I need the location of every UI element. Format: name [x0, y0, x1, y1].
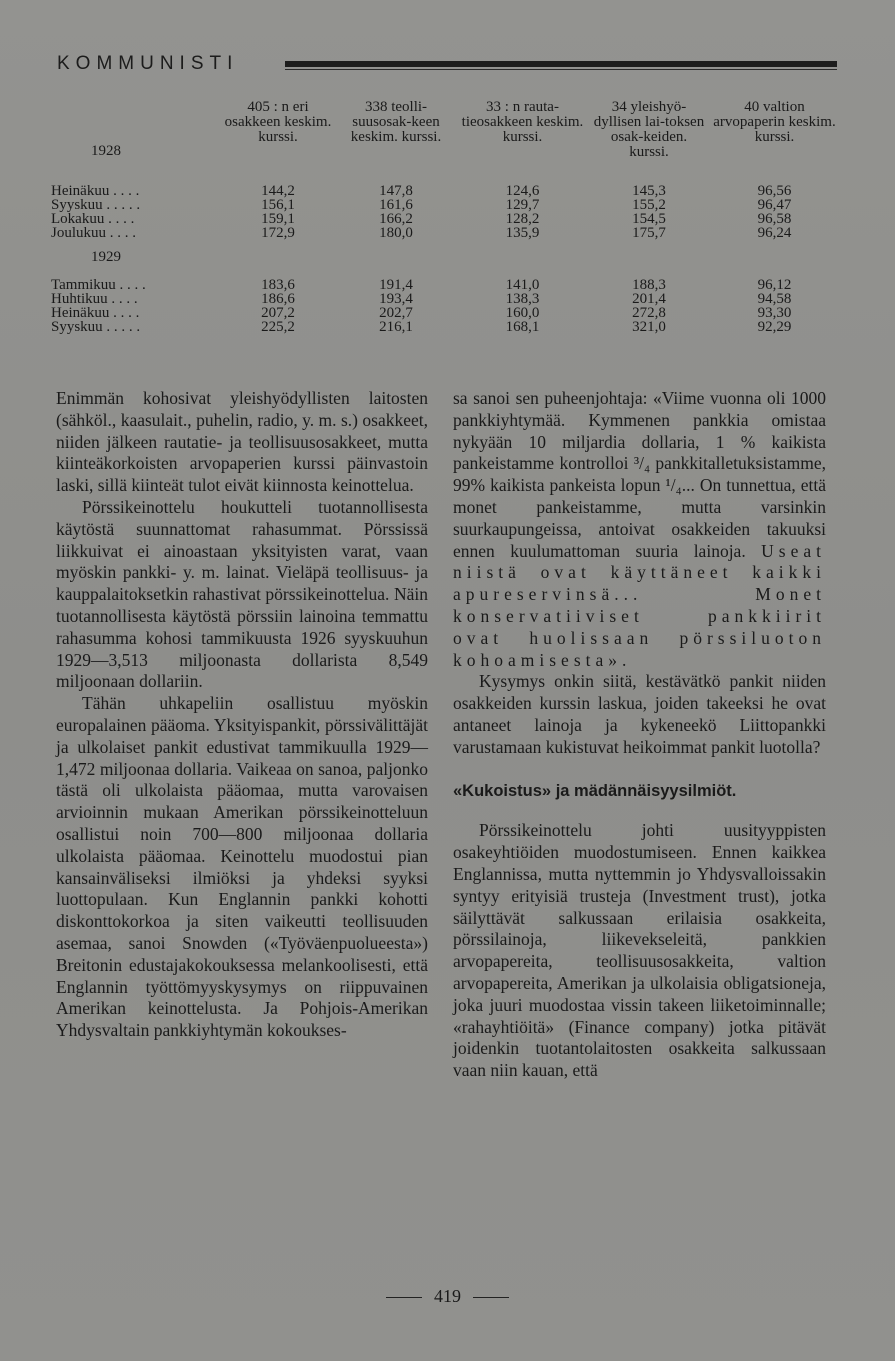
- section-heading: «Kukoistus» ja mädännäisyysilmiöt.: [453, 781, 737, 800]
- table-cell: 156,1: [261, 197, 295, 213]
- table-row: [51, 292, 841, 306]
- table-cell: 202,7: [379, 305, 413, 321]
- table-cell: 128,2: [505, 211, 540, 227]
- stock-price-table: [51, 100, 841, 334]
- year-label: 1929: [91, 249, 121, 265]
- column-header: 34 yleishyö-dyllisen lai-toksen osak-keiden. kurssi.: [593, 99, 705, 160]
- row-label: Huhtikuu . . . .: [51, 291, 138, 307]
- row-label: Joulukuu . . . .: [51, 225, 137, 241]
- table-cell: 216,1: [379, 319, 413, 335]
- table-row: [51, 226, 841, 240]
- paragraph: Pörssikeinottelu johti uusityyppisten osakeyhtiöiden muodostumiseen. Ennen kaikkea Englannissa, mutta nyttemmin jo Yhdysvalloissakin syntyy erityisiä trusteja (Investment trust), jotka säilyttävät salkussaan erilaisia osakkeita, pörssilainoja, liikevekseleitä, pankkien arvopapereita, teollisuusosakkeita, valtion arvopapereita, Amerikan ja ulkolaisia obligatsioneja, joka juuri muodostaa vissin takeen liiketoiminnalle; «rahayhtiöitä» (Finance company) jotka pitävät joidenkin tuotantolaitosten osakkeita salkussaan vaan niin kauan, että: [453, 820, 826, 1081]
- table-cell: 135,9: [505, 225, 540, 241]
- column-header: 40 valtion arvopaperin keskim. kurssi.: [713, 99, 836, 145]
- table-cell: 188,3: [632, 277, 666, 293]
- table-cell: 93,30: [757, 305, 792, 321]
- dash-right: [473, 1297, 509, 1298]
- table-cell: 96,58: [757, 211, 792, 227]
- table-row: [51, 278, 841, 292]
- column-header: 338 teolli-suusosak-keen keskim. kurssi.: [350, 99, 442, 145]
- table-cell: 175,7: [632, 225, 666, 241]
- table-cell: 147,8: [379, 183, 413, 199]
- table-cell: 207,2: [261, 305, 295, 321]
- table-row: [51, 320, 841, 334]
- page-number-text: 419: [434, 1286, 461, 1306]
- table-cell: 186,6: [261, 291, 295, 307]
- table-cell: 96,12: [757, 277, 792, 293]
- dash-left: [386, 1297, 422, 1298]
- paragraph: Tähän uhkapeliin osallistuu myöskin europalainen pääoma. Yksityispankit, pörssivälittäjät ja ulkolaiset pankit edustivat tammikuulla 1929—1,472 miljoonaa dollaria. Vaikeaa on sanoa, paljonko tästä oli ulkolaista pääomaa, mutta varovaisen arvioinnin mukaan Amerikan pörssikeinotteluun osallistui noin 700—800 miljoonaa dollaria ulkolaista pääomaa. Keinottelu muodostui pian kansainväliseksi ilmiöksi ja yhdeksi syyksi luottopulaan. Kun Englannin pankki kohotti diskonttokorkoa ja siten vaikeutti teollisuuden asemaa, sanoi Snowden («Työväenpuolueesta») Breitonin edustajakokouksessa melankoolisesti, että Englannin työttömyyskysymys on riippuvainen Amerikan keinottelusta. Ja Pohjois-Amerikan Yhdysvaltain pankkiyhtymän kokoukses-: [56, 693, 428, 1041]
- row-label: Syyskuu . . . . .: [51, 197, 141, 213]
- table-cell: 201,4: [632, 291, 666, 307]
- table-cell: 154,5: [632, 211, 666, 227]
- table-cell: 225,2: [261, 319, 295, 335]
- row-label: Lokakuu . . . .: [51, 211, 135, 227]
- table-cell: 129,7: [505, 197, 540, 213]
- table-cell: 155,2: [632, 197, 666, 213]
- table-cell: 96,56: [757, 183, 792, 199]
- table-row: [51, 184, 841, 198]
- journal-title: KOMMUNISTI: [57, 53, 239, 74]
- table-row: [51, 198, 841, 212]
- paragraph: Enimmän kohosivat yleishyödyllisten laitosten (sähköl., kaasulait., puhelin, radio, y. m. s.) osakkeet, niiden jälkeen rautatie- ja teollisuusosakkeet, mutta kiinteäkorkoisten arvopaperien kurssi päinvastoin laski, sillä kiinteät tulot eivät kiinnosta keinottelua.: [56, 388, 428, 496]
- row-label: Syyskuu . . . . .: [51, 319, 141, 335]
- table-cell: 183,6: [261, 277, 295, 293]
- column-header: 405 : n eri osakkeen keskim. kurssi.: [224, 99, 332, 145]
- table-cell: 96,47: [757, 197, 792, 213]
- table-cell: 168,1: [505, 319, 540, 335]
- right-column: [453, 388, 826, 1082]
- table-cell: 145,3: [632, 183, 666, 199]
- row-label: Heinäkuu . . . .: [51, 183, 140, 199]
- table-cell: 161,6: [379, 197, 413, 213]
- column-header: 33 : n rauta-tieosakkeen keskim. kurssi.: [461, 99, 584, 145]
- paragraph: Pörssikeinottelu houkutteli tuotannollisesta käytöstä suunnattomat rahasummat. Pörssissä liikkuivat ei ainoastaan yksityisten varat, vaan myöskin pankki- y. m. lainat. Vieläpä teollisuus- ja kauppalaitoksetkin rahastivat pörssikeinottelua. Näin tuotannollisesta käytöstä pörssiin lainoina temmattu rahasumma kohosi tammikuusta 1926 syyskuuhun 1929—3,513 miljoonasta dollarista 8,549 miljoonaan dollariin.: [56, 496, 428, 692]
- page-number: [0, 1286, 895, 1307]
- table-cell: 159,1: [261, 211, 295, 227]
- year-row: [51, 160, 841, 184]
- table-cell: 92,29: [757, 319, 792, 335]
- header-rule: [285, 61, 837, 71]
- paragraph-text: sa sanoi sen puheenjohtaja: «Viime vuonna oli 1000 pankkiyhtymää. Kymmenen pankkia omistaa nykyään 10 miljardia dollaria, 1 % kaikista pankeistamme kontrolloi ³/₄ pankkitalletuksistamme, 99% kaikista pankeista lopun ¹/₄... On tunnettua, että monet pankeistamme, mutta varsinkin suurkaupungeissa, antoivat osakkeiden takuuksi ennen kuulumattoman suuria lainoja.: [453, 388, 826, 561]
- table-row: [51, 306, 841, 320]
- year-row: [51, 240, 841, 278]
- table-cell: 166,2: [379, 211, 413, 227]
- table-cell: 144,2: [261, 183, 295, 199]
- table-cell: 272,8: [632, 305, 666, 321]
- table-row: [51, 212, 841, 226]
- table-cell: 160,0: [505, 305, 540, 321]
- table-cell: 141,0: [505, 277, 540, 293]
- table-cell: 94,58: [757, 291, 792, 307]
- row-label: Tammikuu . . . .: [51, 277, 146, 293]
- table-cell: 191,4: [379, 277, 413, 293]
- table-cell: 172,9: [261, 225, 295, 241]
- table-cell: 321,0: [632, 319, 666, 335]
- table-cell: 96,24: [757, 225, 792, 241]
- spaced-emphasis-text: Useat niistä ovat käyttäneet kaikki apureservinsä... Monet konservatiiviset pankkiirit ovat huolissaan pörssiluoton kohoamisesta».: [453, 540, 826, 670]
- table-cell: 193,4: [379, 291, 413, 307]
- left-column: [56, 388, 428, 1042]
- paragraph-continued: [453, 388, 826, 671]
- paragraph: Kysymys onkin siitä, kestävätkö pankit niiden osakkeiden kurssin laskua, joiden takeeksi he ovat antaneet lainoja ja kykeneekö Liittopankki varustamaan kukistuvat heikoimmat pankit luotolla?: [453, 671, 826, 757]
- table-cell: 180,0: [379, 225, 413, 241]
- table-cell: 138,3: [505, 291, 540, 307]
- running-header: [57, 50, 837, 80]
- table-cell: 124,6: [505, 183, 540, 199]
- year-label: 1928: [91, 143, 121, 159]
- row-label: Heinäkuu . . . .: [51, 305, 140, 321]
